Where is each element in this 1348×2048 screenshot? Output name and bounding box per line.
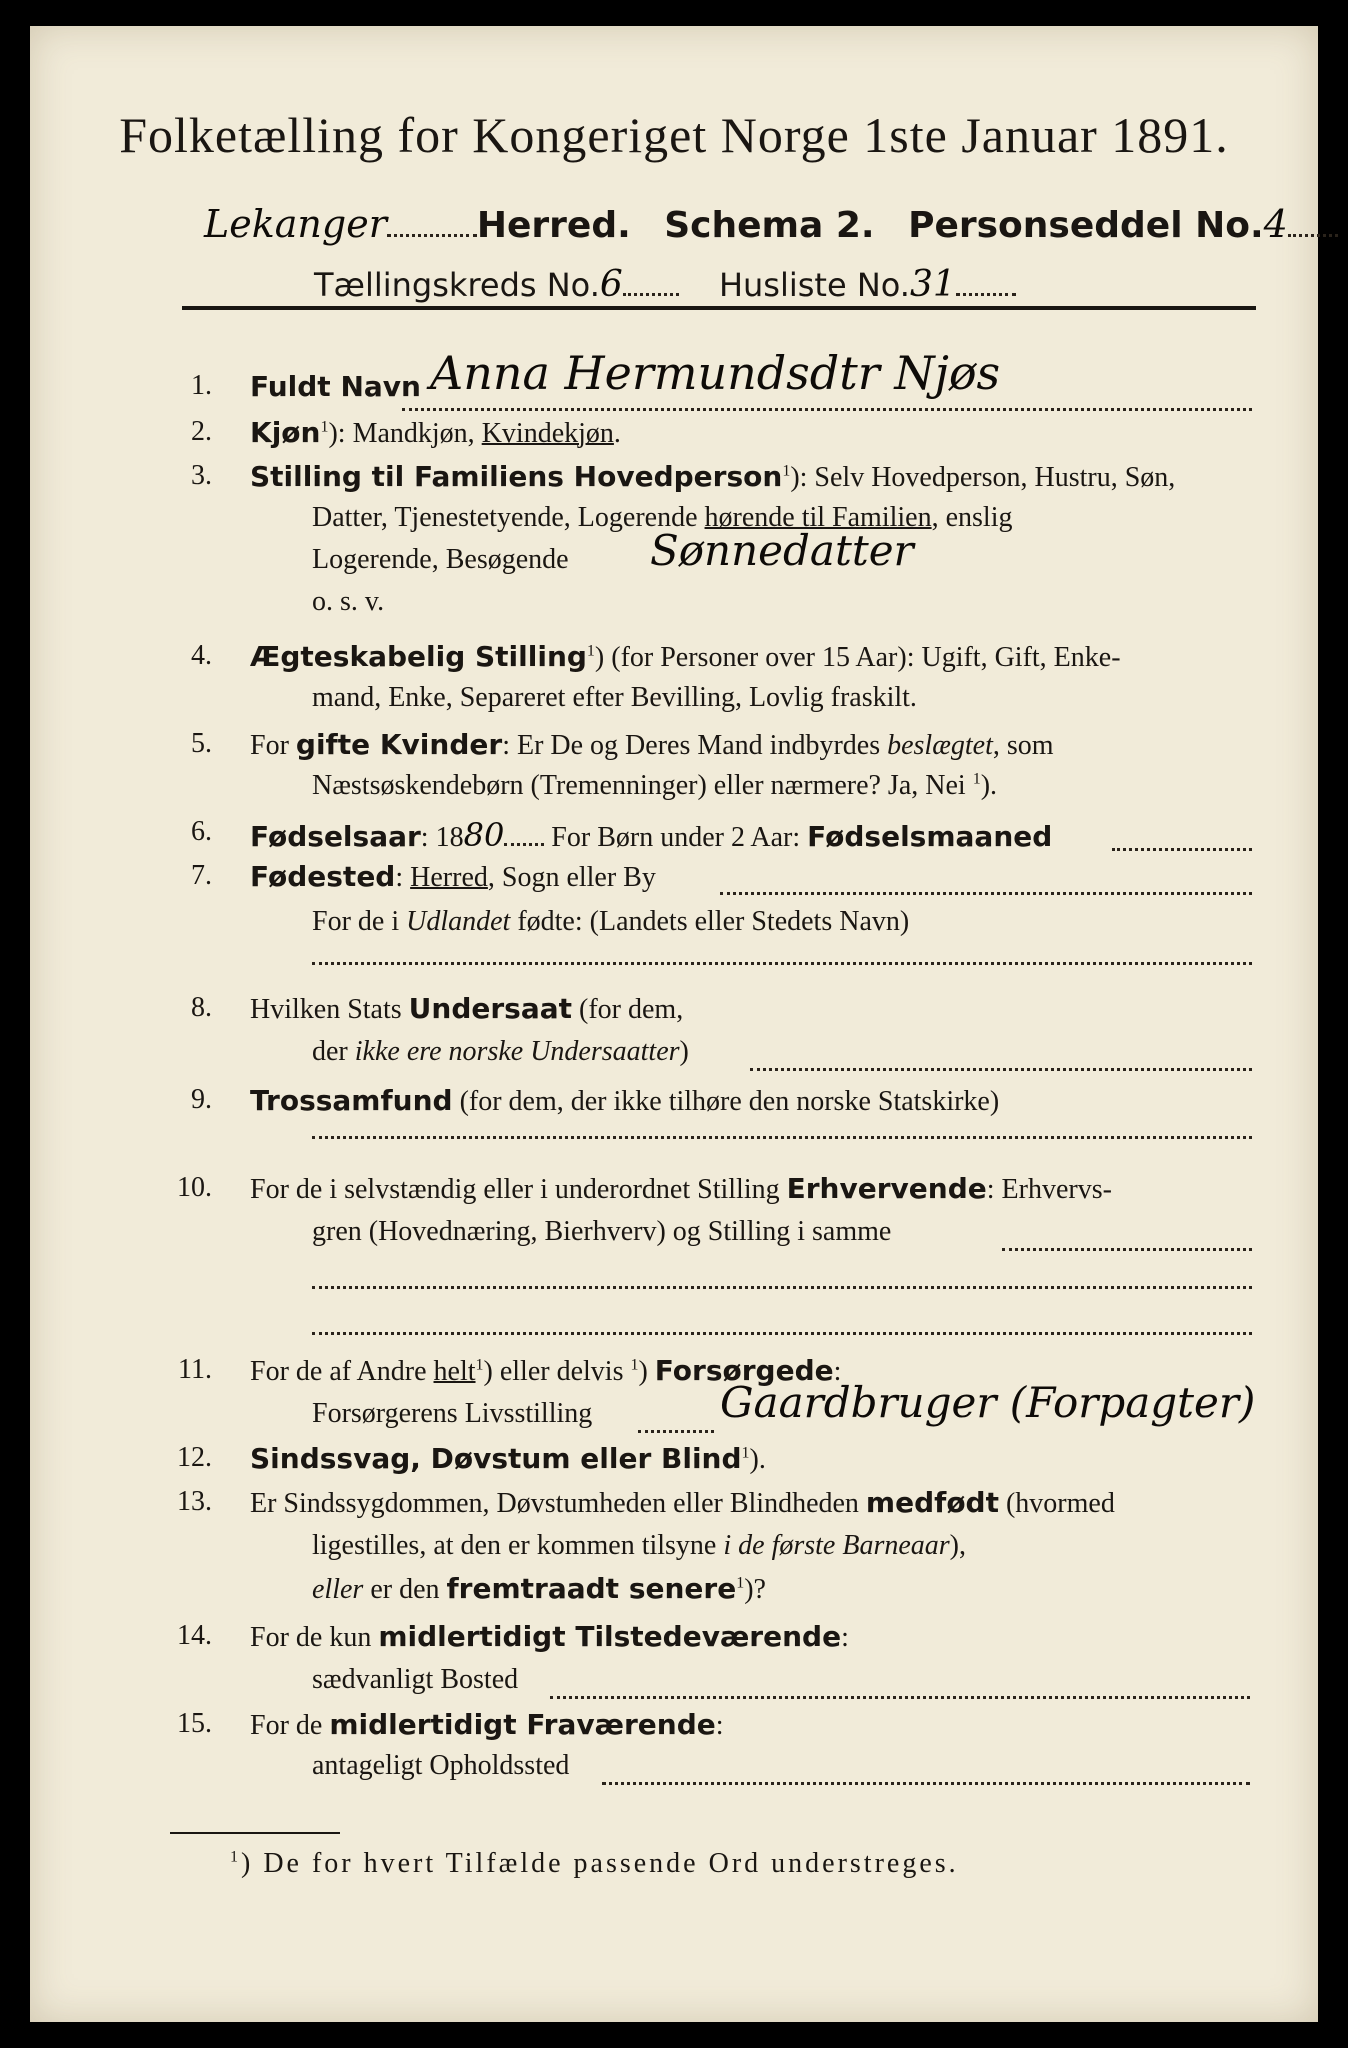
q5-line2: Næstsøskendebørn (Tremenninger) eller nærmere? Ja, Nei $^1$). — [312, 770, 998, 801]
personseddel-value: 4 — [1263, 202, 1288, 246]
q10-dotline-2 — [312, 1286, 1252, 1289]
q15-line2: antageligt Opholdssted — [312, 1750, 570, 1781]
q9-dotline — [312, 1136, 1252, 1139]
q13-line2: ligestilles, at den er kommen tilsyne i de første Barneaar), — [312, 1530, 966, 1561]
q11-selected-helt: helt — [433, 1356, 476, 1387]
q4-number: 4. — [191, 640, 212, 671]
q13-number: 13. — [177, 1486, 212, 1517]
taellingskreds-label: Tællingskreds No. — [314, 266, 600, 304]
q3-label: Stilling til Familiens Hovedperson — [250, 460, 783, 493]
q9-row: Trossamfund (for dem, der ikke tilhøre den norske Statskirke) — [250, 1084, 1000, 1117]
q3-stilling-value: Sønnedatter — [650, 526, 914, 575]
q1-number: 1. — [191, 370, 212, 401]
q7-selected-herred: Herred — [410, 862, 488, 893]
q1-row — [250, 370, 421, 404]
q11-line1: For de af Andre helt$^1$) eller delvis $^1$) Forsørgede: — [250, 1354, 842, 1387]
q14-line2: sædvanligt Bosted — [312, 1664, 519, 1695]
herred-line — [204, 202, 1338, 246]
q11-forsorger-value: Gaardbruger (Forpagter) — [720, 1378, 1256, 1427]
q2-row: Kjøn$^1$): Mandkjøn, Kvindekjøn. — [250, 416, 621, 449]
q8-line2: der ikke ere norske Undersaatter) — [312, 1036, 689, 1067]
q4-line1: Ægteskabelig Stilling$^1$) (for Personer over 15 Aar): Ugift, Gift, Enke- — [250, 640, 1121, 673]
personseddel-label: Personseddel No. — [908, 205, 1264, 246]
q6-row: Fødselsaar: 1880 For Børn under 2 Aar: Fødselsmaaned — [250, 816, 1053, 854]
q7-label: Fødested — [250, 860, 396, 893]
header-rule — [182, 306, 1256, 310]
taellingskreds-value: 6 — [599, 264, 623, 305]
q7-dotline-2 — [312, 962, 1252, 965]
q3-line2: Datter, Tjenestetyende, Logerende hørende til Familien, enslig — [312, 502, 1013, 533]
q6-number: 6. — [191, 816, 212, 847]
form-title: Folketælling for Kongeriget Norge 1ste Januar 1891. — [119, 107, 1229, 163]
q2-number: 2. — [191, 416, 212, 447]
q11-number: 11. — [178, 1354, 212, 1385]
q1-dotline — [402, 408, 1252, 411]
q3-selected-horende: hørende til Familien — [704, 502, 932, 533]
q10-dotline-1 — [1002, 1248, 1252, 1251]
q9-number: 9. — [191, 1084, 212, 1115]
q5-number: 5. — [191, 728, 212, 759]
q8-line1: Hvilken Stats Undersaat (for dem, — [250, 992, 684, 1025]
taellingskreds-line — [314, 264, 1016, 305]
q8-number: 8. — [191, 992, 212, 1023]
q3-number: 3. — [191, 460, 212, 491]
q11-dotline — [638, 1430, 714, 1433]
q3-line3: Logerende, Besøgende — [312, 544, 569, 575]
q10-number: 10. — [177, 1172, 212, 1203]
q1-full-name-value: Anna Hermundsdtr Njøs — [430, 346, 1001, 400]
q15-dotline — [602, 1782, 1250, 1785]
q6-birth-year-value: 80 — [463, 816, 505, 854]
q2-selected-kvindekjon: Kvindekjøn — [481, 418, 614, 449]
q12-row: Sindssvag, Døvstum eller Blind$^1$). — [250, 1442, 766, 1475]
q4-line2: mand, Enke, Separeret efter Bevilling, Lovlig fraskilt. — [312, 682, 917, 713]
census-form-sheet — [30, 26, 1318, 2022]
q7-line1: Fødested: Herred, Sogn eller By — [250, 860, 656, 893]
footnote-rule — [170, 1832, 340, 1834]
q7-number: 7. — [191, 860, 212, 891]
q2-label: Kjøn — [250, 416, 321, 449]
husliste-value: 31 — [909, 264, 956, 305]
q15-line1: For de midlertidigt Fraværende: — [250, 1708, 724, 1741]
q5-label: gifte Kvinder — [295, 728, 503, 761]
q3-line4: o. s. v. — [312, 586, 385, 617]
q3-line1: Stilling til Familiens Hovedperson$^1$): Selv Hovedperson, Hustru, Søn, — [250, 460, 1176, 493]
q12-label: Sindssvag, Døvstum eller Blind — [250, 1442, 742, 1475]
q14-dotline — [550, 1696, 1250, 1699]
q8-dotline — [750, 1068, 1252, 1071]
q7-line2: For de i Udlandet fødte: (Landets eller Stedets Navn) — [312, 906, 910, 937]
q6-dotline — [1112, 848, 1252, 851]
q9-label: Trossamfund — [250, 1084, 453, 1117]
schema-label: Schema 2. — [664, 205, 875, 246]
q1-label: Fuldt Navn — [250, 370, 421, 403]
q10-line1: For de i selvstændig eller i underordnet Stilling Erhvervende: Erhvervs- — [250, 1172, 1112, 1205]
q11-line2: Forsørgerens Livsstilling — [312, 1398, 593, 1429]
q7-dotline — [720, 892, 1252, 895]
footnote: $^1$) De for hvert Tilfælde passende Ord understreges. — [230, 1848, 959, 1879]
q12-number: 12. — [177, 1442, 212, 1473]
q13-line1: Er Sindssygdommen, Døvstumheden eller Blindheden medfødt (hvormed — [250, 1486, 1115, 1519]
q15-number: 15. — [177, 1708, 212, 1739]
herred-label: Herred. — [476, 205, 631, 246]
q14-line1: For de kun midlertidigt Tilstedeværende: — [250, 1620, 849, 1653]
q13-line3: eller er den fremtraadt senere$^1$)? — [312, 1572, 766, 1605]
q10-dotline-3 — [312, 1332, 1252, 1335]
herred-value: Lekanger — [204, 202, 387, 246]
q6-label: Fødselsaar — [250, 820, 421, 853]
q14-number: 14. — [177, 1620, 212, 1651]
q5-line1: For gifte Kvinder: Er De og Deres Mand indbyrdes beslægtet, som — [250, 728, 1054, 761]
husliste-label: Husliste No. — [718, 266, 910, 304]
q10-line2: gren (Hovednæring, Bierhverv) og Stilling i samme — [312, 1216, 892, 1247]
q4-label: Ægteskabelig Stilling — [250, 640, 587, 673]
